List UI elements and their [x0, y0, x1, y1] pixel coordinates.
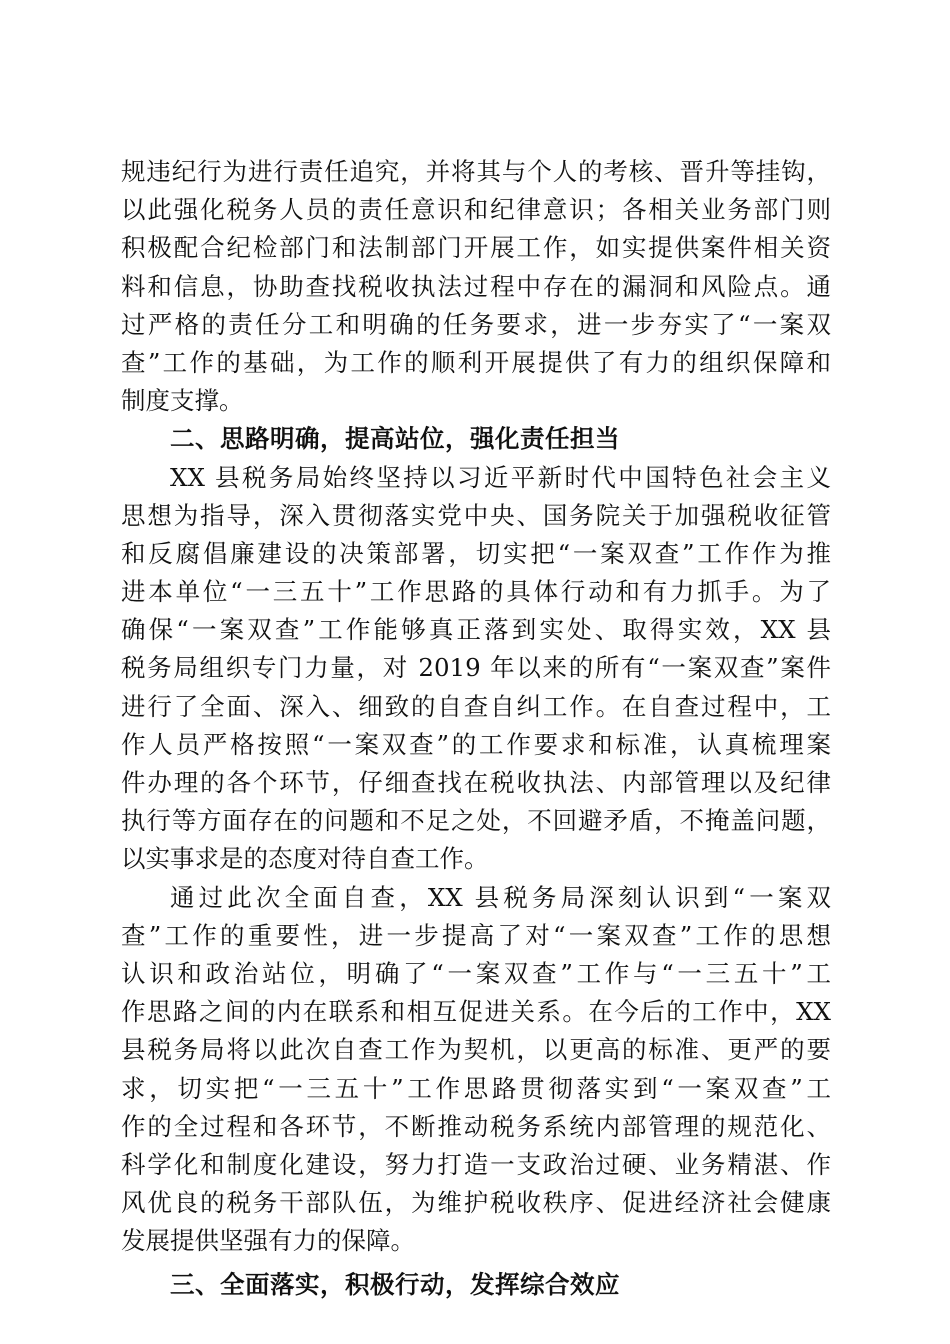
text-line: 积极配合纪检部门和法制部门开展工作，如实提供案件相关资 — [121, 233, 831, 263]
text-line: 作思路之间的内在联系和相互促进关系。在今后的工作中，XX — [121, 997, 831, 1027]
text-line: 料和信息，协助查找税收执法过程中存在的漏洞和风险点。通 — [121, 271, 831, 301]
text-line: 县税务局将以此次自查工作为契机，以更高的标准、更严的要 — [121, 1035, 831, 1065]
text-line: 过严格的责任分工和明确的任务要求，进一步夯实了“一案双 — [121, 309, 831, 339]
text-line: 制度支撑。 — [121, 386, 244, 416]
text-line: 件办理的各个环节，仔细查找在税收执法、内部管理以及纪律 — [121, 768, 831, 797]
text-line: 认识和政治站位，明确了“一案双查”工作与“一三五十”工 — [121, 958, 831, 988]
text-line: 执行等方面存在的问题和不足之处，不回避矛盾，不掩盖问题， — [121, 806, 831, 836]
text-line: 税务局组织专门力量，对 2019 年以来的所有“一案双查”案件 — [121, 653, 831, 683]
text-line: XX 县税务局始终坚持以习近平新时代中国特色社会主义 — [170, 462, 831, 492]
text-line: 进本单位“一三五十”工作思路的具体行动和有力抓手。为了 — [121, 577, 831, 607]
text-line: 发展提供坚强有力的保障。 — [121, 1226, 415, 1256]
text-line: 规违纪行为进行责任追究，并将其与个人的考核、晋升等挂钩， — [121, 157, 831, 186]
text-line: 科学化和制度化建设，努力打造一支政治过硬、业务精湛、作 — [121, 1149, 831, 1179]
text-line: 以实事求是的态度对待自查工作。 — [121, 844, 489, 874]
text-line: 以此强化税务人员的责任意识和纪律意识；各相关业务部门则 — [121, 195, 831, 225]
text-line: 查”工作的基础，为工作的顺利开展提供了有力的组织保障和 — [121, 347, 831, 377]
paragraph-2 — [121, 459, 831, 879]
text-line: 通过此次全面自查，XX 县税务局深刻认识到“一案双 — [170, 882, 831, 912]
text-line: 和反腐倡廉建设的决策部署，切实把“一案双查”工作作为推 — [121, 538, 831, 568]
text-line: 风优良的税务干部队伍，为维护税收秩序、促进经济社会健康 — [121, 1188, 831, 1218]
text-line: 查”工作的重要性，进一步提高了对“一案双查”工作的思想 — [121, 920, 831, 950]
text-line: 确保“一案双查”工作能够真正落到实处、取得实效，XX 县 — [121, 615, 831, 645]
text-line: 求，切实把“一三五十”工作思路贯彻落实到“一案双查”工 — [121, 1073, 831, 1103]
text-line: 作的全过程和各环节，不断推动税务系统内部管理的规范化、 — [121, 1111, 831, 1141]
section-heading-3: 三、全面落实，积极行动，发挥综合效应 — [170, 1270, 620, 1300]
paragraph-3 — [121, 879, 831, 1261]
text-line: 进行了全面、深入、细致的自查自纠工作。在自查过程中，工 — [121, 691, 831, 721]
document-page — [121, 153, 831, 1305]
section-heading-2: 二、思路明确，提高站位，强化责任担当 — [170, 424, 620, 454]
text-line: 思想为指导，深入贯彻落实党中央、国务院关于加强税收征管 — [121, 500, 831, 530]
paragraph-1 — [121, 153, 831, 420]
text-line: 作人员严格按照“一案双查”的工作要求和标准，认真梳理案 — [121, 729, 831, 759]
